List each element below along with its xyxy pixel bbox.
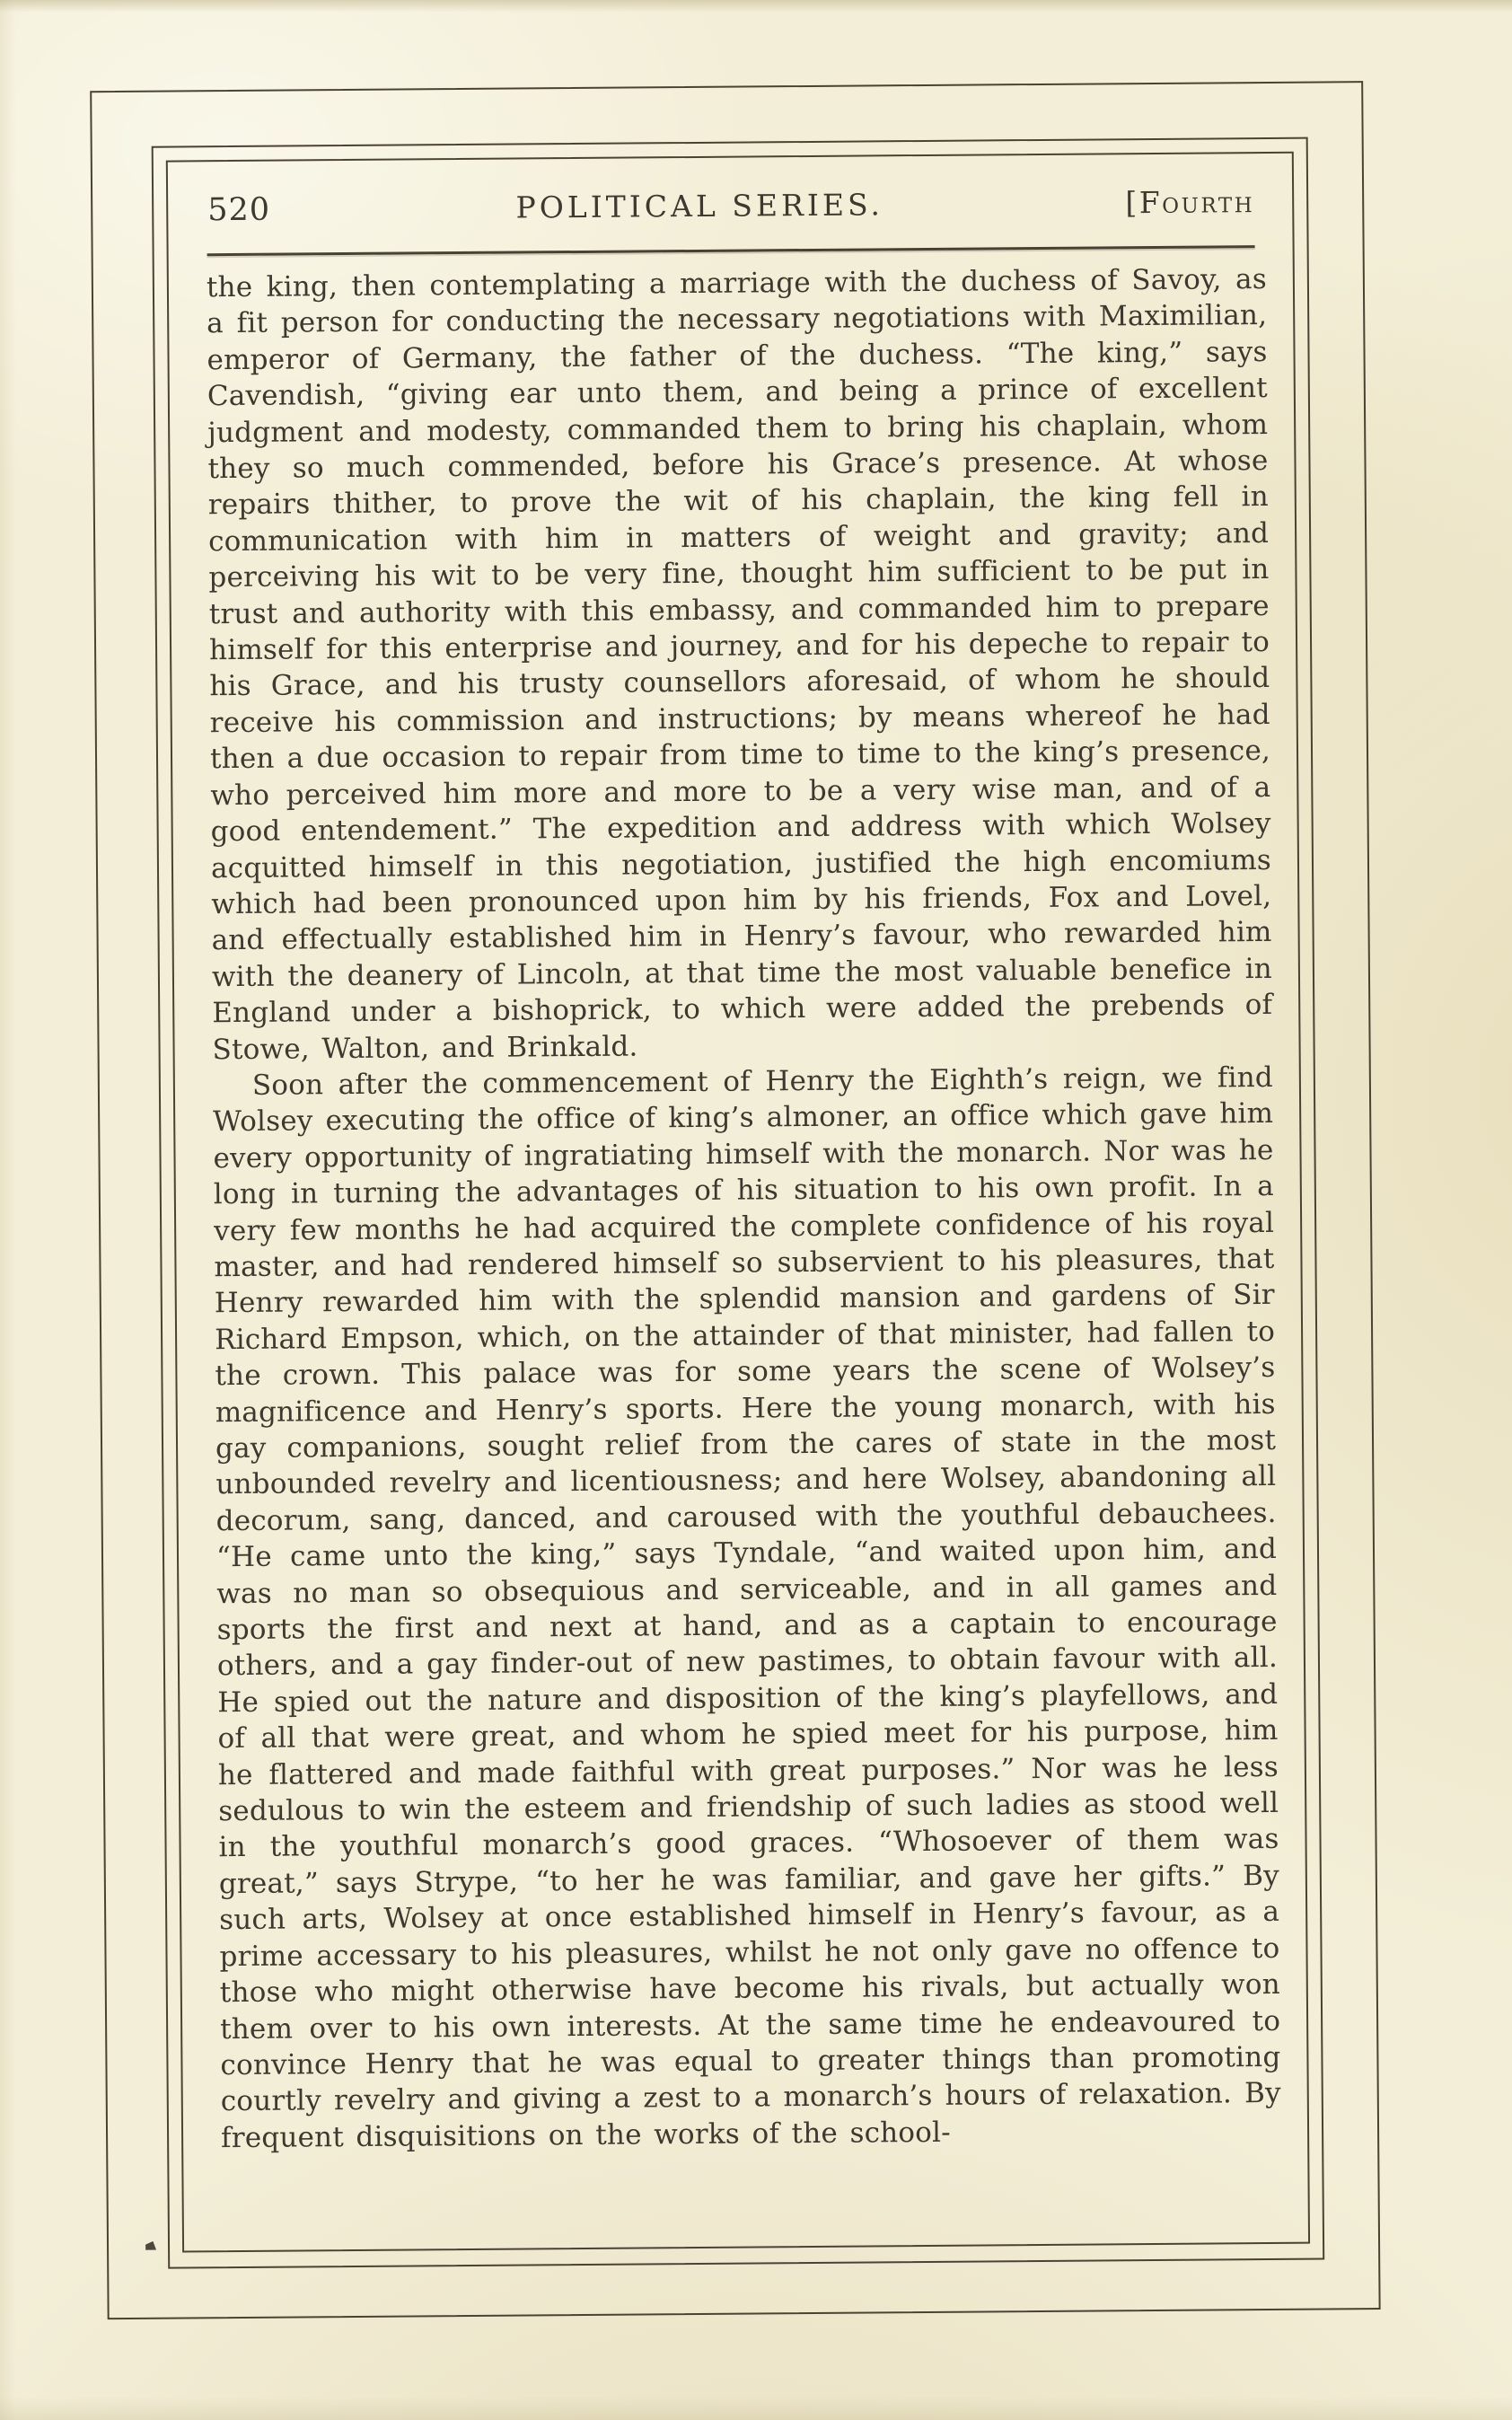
running-title: POLITICAL SERIES. [515,187,884,225]
article-body [207,261,1281,2156]
page-number: 520 [207,191,271,229]
paragraph-2: Soon after the commencement of Henry the Eighth’s reign, we find Wolsey executing the office of king’s almoner, an office which gave him every opportunity of ingratiating himself with the monarch. Nor was he long in turning the advantages of his situation to his own profit. In a very few months he had acquired the complete confidence of his royal master, and had rendered himself so subservient to his pleasures, that Henry rewarded him with the splendid mansion and gardens of Sir Richard Empson, which, on the attainder of that minister, had fallen to the crown. This palace was for some years the scene of Wolsey’s magnificence and Henry’s sports. Here the young monarch, with his gay companions, sought relief from the cares of state in the most unbounded revelry and licentiousness; and here Wolsey, abandoning all decorum, sang, danced, and caroused with the youthful debauchees. “He came unto the king,” says Tyndale, “and waited upon him, and was no man so obsequious and serviceable, and in all games and sports the first and next at hand, and as a captain to encourage others, and a gay finder-out of new pastimes, to obtain favour with all. He spied out the nature and disposition of the king’s playfellows, and of all that were great, and whom he spied meet for his purpose, him he flattered and made faithful with great purposes.” Nor was he less sedulous to win the esteem and friendship of such ladies as stood well in the youthful monarch’s good graces. “Whosoever of them was great,” says Strype, “to her he was familiar, and gave her gifts.” By such arts, Wolsey at once established himself in Henry’s favour, as a prime accessary to his pleasures, whilst he not only gave no offence to those who might otherwise have become his rivals, but actually won them over to his own interests. At the same time he endeavoured to convince Henry that he was equal to greater things than promoting courtly revelry and giving a zest to a monarch’s hours of relaxation. By frequent disquisitions on the works of the school- [213,1060,1281,2154]
section-marker: [Fourth [1125,184,1255,221]
header-rule [207,245,1255,256]
page-header [207,184,1254,228]
paragraph-1: the king, then contemplating a marriage with the duchess of Savoy, as a fit person for conducting the necessary negotiations with Maximilian, emperor of Germany, the father of the duchess. “The king,” says Cavendish, “giving ear unto them, and being a prince of excellent judgment and modesty, commanded them to bring his chaplain, whom they so much commended, before his Grace’s presence. At whose repairs thither, to prove the wit of his chaplain, the king fell in communication with him in matters of weight and gravity; and perceiving his wit to be very fine, thought him sufficient to be put in trust and authority with this embassy, and commanded him to prepare himself for this enterprise and journey, and for his depeche to repair to his Grace, and his trusty counsellors aforesaid, of whom he should receive his commission and instructions; by means whereof he had then a due occasion to repair from time to time to the king’s presence, who perceived him more and more to be a very wise man, and of a good entendement.” The expedition and address with which Wolsey acquitted himself in this negotiation, justified the high encomiums which had been pronounced upon him by his friends, Fox and Lovel, and effectually established him in Henry’s favour, who rewarded him with the deanery of Lincoln, at that time the most valuable benefice in England under a bishoprick, to which were added the prebends of Stowe, Walton, and Brinkald. [206,262,1273,1066]
ink-blot [145,2240,156,2250]
